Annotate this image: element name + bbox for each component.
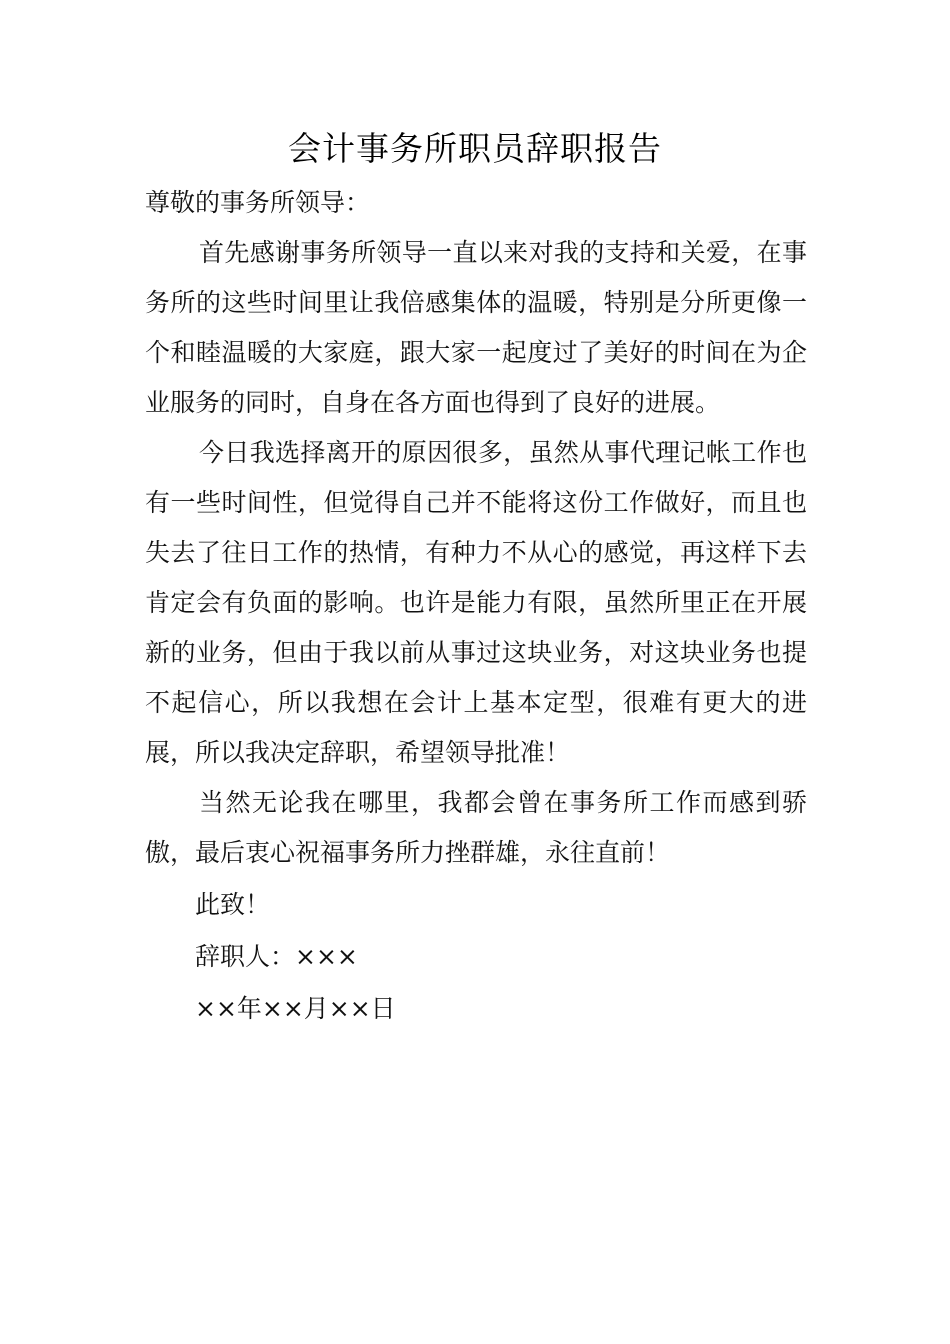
closing-line: 此致！	[195, 890, 271, 919]
paragraph-1: 首先感谢事务所领导一直以来对我的支持和关爱，在事务所的这些时间里让我倍感集体的温暖，特别是分所更像一个和睦温暖的大家庭，跟大家一起度过了美好的时间在为企业服务的同时，自身在各方面也得到了良好的进展。	[145, 238, 807, 417]
paragraph-3: 当然无论我在哪里，我都会曾在事务所工作而感到骄傲，最后衷心祝福事务所力挫群雄，永往直前！	[145, 788, 807, 867]
signature-line: 辞职人：×××	[195, 942, 358, 971]
salutation: 尊敬的事务所领导：	[145, 188, 371, 217]
letter-body	[145, 178, 807, 1034]
page-title: 会计事务所职员辞职报告	[288, 129, 662, 168]
paragraph-2: 今日我选择离开的原因很多，虽然从事代理记帐工作也有一些时间性，但觉得自己并不能将这份工作做好，而且也失去了往日工作的热情，有种力不从心的感觉，再这样下去肯定会有负面的影响。也许是能力有限，虽然所里正在开展新的业务，但由于我以前从事过这块业务，对这块业务也提不起信心，所以我想在会计上基本定型，很难有更大的进展，所以我决定辞职，希望领导批准！	[145, 438, 807, 767]
date-line: ××年××月××日	[195, 994, 396, 1023]
